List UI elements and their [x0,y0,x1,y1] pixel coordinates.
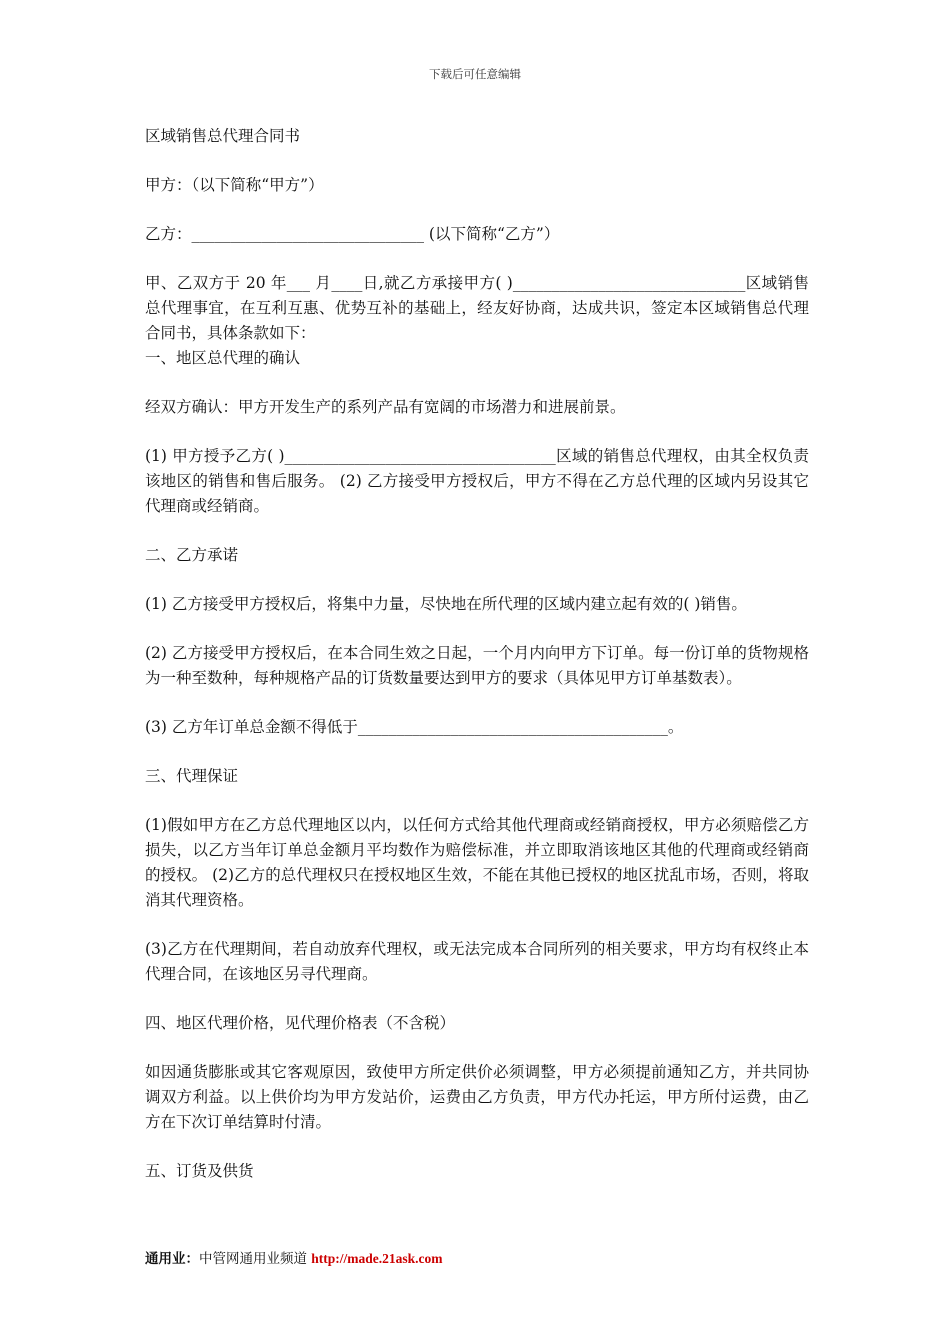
footer-label: 通用业： [145,1251,199,1267]
section3-heading: 三、代理保证 [145,767,239,785]
section5-heading: 五、订货及供货 [145,1162,254,1180]
intro-paragraph: 甲、乙双方于 20 年___ 月____日,就乙方承接甲方( )______________________________区域销售总代理事宜，在互利互惠、优势互补的基础上，经友好协商，达成共识，签定本区域销售总代理合同书，具体条款如下： [145,274,809,342]
document-body [145,124,809,1184]
section1-heading: 一、地区总代理的确认 [145,349,301,367]
section4-paragraph-1: 如因通货膨胀或其它客观原因，致使甲方所定供价必须调整，甲方必须提前通知乙方，并共同协调双方利益。以上供价均为甲方发站价，运费由乙方负责，甲方代办托运，甲方所付运费，由乙方在下次订单结算时付清。 [145,1063,809,1131]
page-footer [145,1247,443,1267]
section2-paragraph-3: (3) 乙方年订单总金额不得低于________________________________________。 [145,718,684,736]
party-b-line: 乙方：______________________________ (以下简称“乙方”） [145,225,560,243]
section1-paragraph-2: (1) 甲方授予乙方( )___________________________________区域的销售总代理权，由其全权负责该地区的销售和售后服务。 (2) 乙方接受甲方授权后，甲方不得在乙方总代理的区域内另设其它代理商或经销商。 [145,447,809,515]
footer-link[interactable]: http://made.21ask.com [311,1251,443,1266]
section3-paragraph-2: (3)乙方在代理期间，若自动放弃代理权，或无法完成本合同所列的相关要求，甲方均有权终止本代理合同，在该地区另寻代理商。 [145,940,809,983]
section2-paragraph-1: (1) 乙方接受甲方授权后，将集中力量，尽快地在所代理的区域内建立起有效的( )销售。 [145,595,747,613]
page-header: 下载后可任意编辑 [429,67,521,81]
party-a-line: 甲方：（以下简称“甲方”） [145,176,324,194]
footer-text: 中管网通用业频道 [199,1251,307,1267]
section1-paragraph-1: 经双方确认：甲方开发生产的系列产品有宽阔的市场潜力和进展前景。 [145,398,626,416]
section3-paragraph-1: (1)假如甲方在乙方总代理地区以内，以任何方式给其他代理商或经销商授权，甲方必须赔偿乙方损失，以乙方当年订单总金额月平均数作为赔偿标准，并立即取消该地区其他的代理商或经销商的授权。 (2)乙方的总代理权只在授权地区生效，不能在其他已授权的地区扰乱市场，否则，将取消其代理资格。 [145,816,809,909]
section2-heading: 二、乙方承诺 [145,546,239,564]
document-title: 区域销售总代理合同书 [145,127,301,145]
section4-heading: 四、地区代理价格，见代理价格表（不含税） [145,1014,456,1032]
section2-paragraph-2: (2) 乙方接受甲方授权后，在本合同生效之日起，一个月内向甲方下订单。每一份订单的货物规格为一种至数种，每种规格产品的订货数量要达到甲方的要求（具体见甲方订单基数表）。 [145,644,809,687]
